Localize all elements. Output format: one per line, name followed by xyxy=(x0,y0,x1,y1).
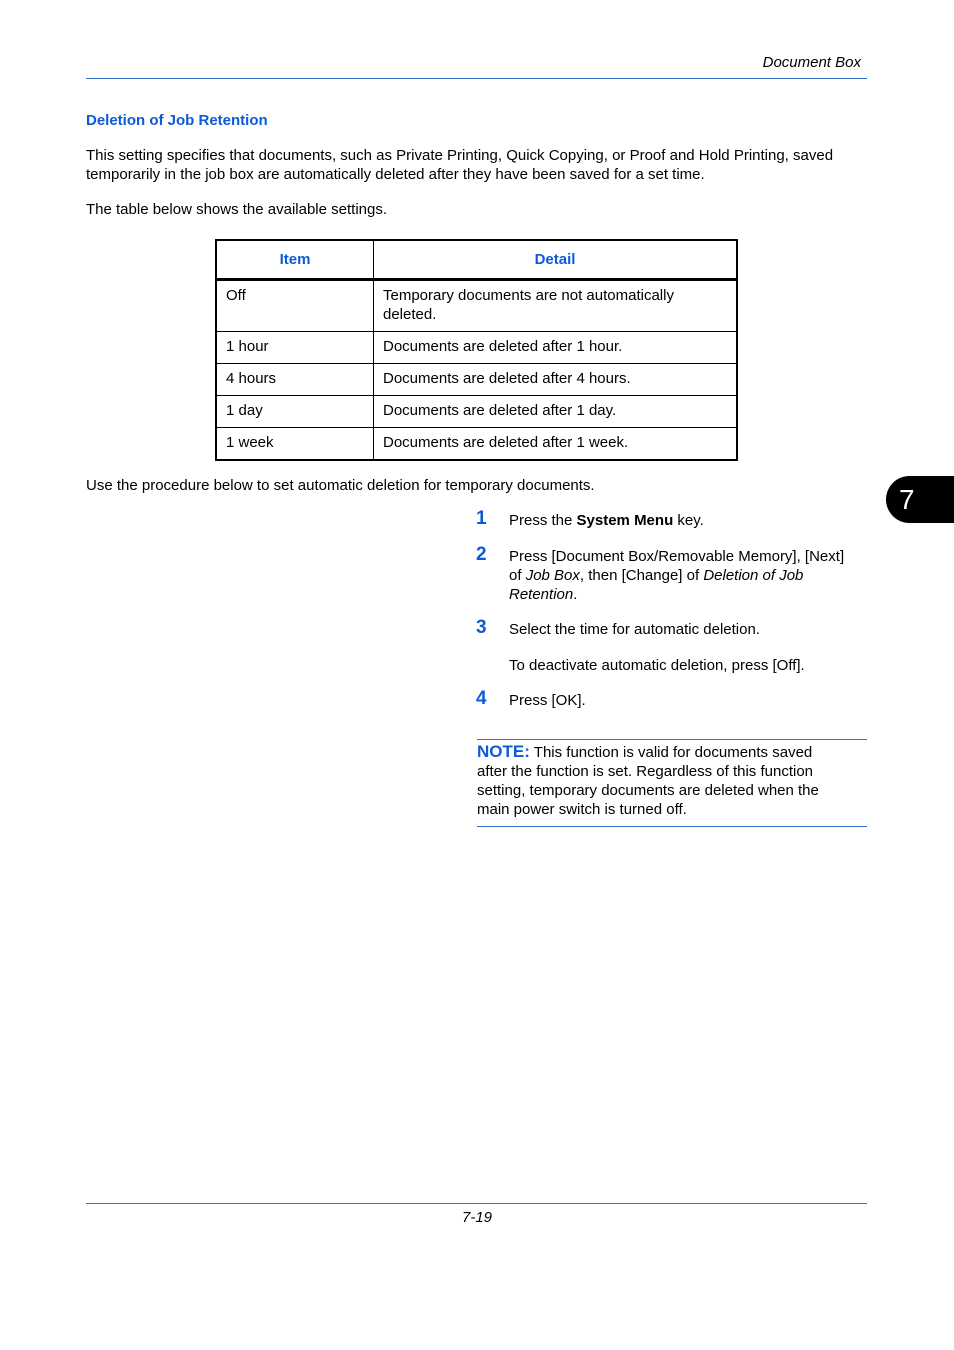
section-title: Deletion of Job Retention xyxy=(86,112,268,129)
note-line: setting, temporary documents are deleted when the xyxy=(477,782,819,799)
cell-detail xyxy=(374,280,738,332)
step-text-line xyxy=(509,585,869,604)
header-title: Document Box xyxy=(762,54,861,71)
cell-detail-line: deleted. xyxy=(383,306,437,323)
step-4-text: Press [OK]. xyxy=(509,692,586,709)
table-row xyxy=(216,364,737,396)
table-intro: The table below shows the available settings. xyxy=(86,201,388,218)
menu-name: Job Box xyxy=(525,567,580,584)
step-number: 2 xyxy=(476,544,487,565)
menu-name: Retention xyxy=(509,586,574,603)
intro-line: This setting specifies that documents, such as Private Printing, Quick Copying, or Proof and Hold Printing, saved xyxy=(86,147,834,164)
intro-paragraph xyxy=(86,146,876,184)
cell-detail: Documents are deleted after 1 day. xyxy=(374,396,738,428)
step-number: 4 xyxy=(476,688,487,709)
step-2-text xyxy=(509,547,869,604)
cell-detail-line: Temporary documents are not automatically xyxy=(383,287,674,304)
column-header-detail: Detail xyxy=(374,240,738,280)
note-label: NOTE: xyxy=(477,742,530,761)
note-text: This function is valid for documents saved xyxy=(529,744,813,761)
header-rule xyxy=(86,78,867,79)
cell-item: 4 hours xyxy=(216,364,374,396)
note-box xyxy=(477,742,867,819)
step-text-line xyxy=(509,566,869,585)
settings-table xyxy=(215,239,738,461)
chapter-number: 7 xyxy=(899,484,915,515)
cell-item: 1 day xyxy=(216,396,374,428)
step-text-part: key. xyxy=(673,512,704,529)
step-text-part: , then [Change] of xyxy=(579,567,704,584)
menu-name: Deletion of Job xyxy=(703,567,804,584)
table-header-row xyxy=(216,240,737,280)
step-text-line: Press [Document Box/Removable Memory], [Next] xyxy=(509,548,845,565)
cell-detail: Documents are deleted after 1 week. xyxy=(374,428,738,461)
cell-detail: Documents are deleted after 1 hour. xyxy=(374,332,738,364)
step-text-part: . xyxy=(573,586,578,603)
page-number: 7-19 xyxy=(461,1209,493,1226)
table-row xyxy=(216,428,737,461)
step-3-subtext: To deactivate automatic deletion, press [Off]. xyxy=(509,657,805,674)
note-bottom-rule xyxy=(477,826,867,827)
step-number: 3 xyxy=(476,617,487,638)
step-3-text: Select the time for automatic deletion. xyxy=(509,621,760,638)
note-line xyxy=(477,742,867,762)
cell-item: 1 week xyxy=(216,428,374,461)
cell-item: Off xyxy=(216,280,374,332)
footer-rule xyxy=(86,1203,867,1204)
key-name: System Menu xyxy=(576,512,674,529)
cell-detail: Documents are deleted after 4 hours. xyxy=(374,364,738,396)
step-text-part: of xyxy=(509,567,526,584)
step-number: 1 xyxy=(476,508,487,529)
table-row xyxy=(216,332,737,364)
table-row xyxy=(216,396,737,428)
note-top-rule xyxy=(477,739,867,740)
step-text-part: Press the xyxy=(509,512,577,529)
chapter-tab xyxy=(886,476,954,523)
procedure-intro: Use the procedure below to set automatic deletion for temporary documents. xyxy=(86,477,595,494)
note-line: main power switch is turned off. xyxy=(477,801,687,818)
note-line: after the function is set. Regardless of this function xyxy=(477,763,814,780)
step-1-text xyxy=(509,511,869,530)
intro-line: temporarily in the job box are automatically deleted after they have been saved for a set time. xyxy=(86,166,705,183)
table-row xyxy=(216,280,737,332)
cell-item: 1 hour xyxy=(216,332,374,364)
column-header-item: Item xyxy=(216,240,374,280)
